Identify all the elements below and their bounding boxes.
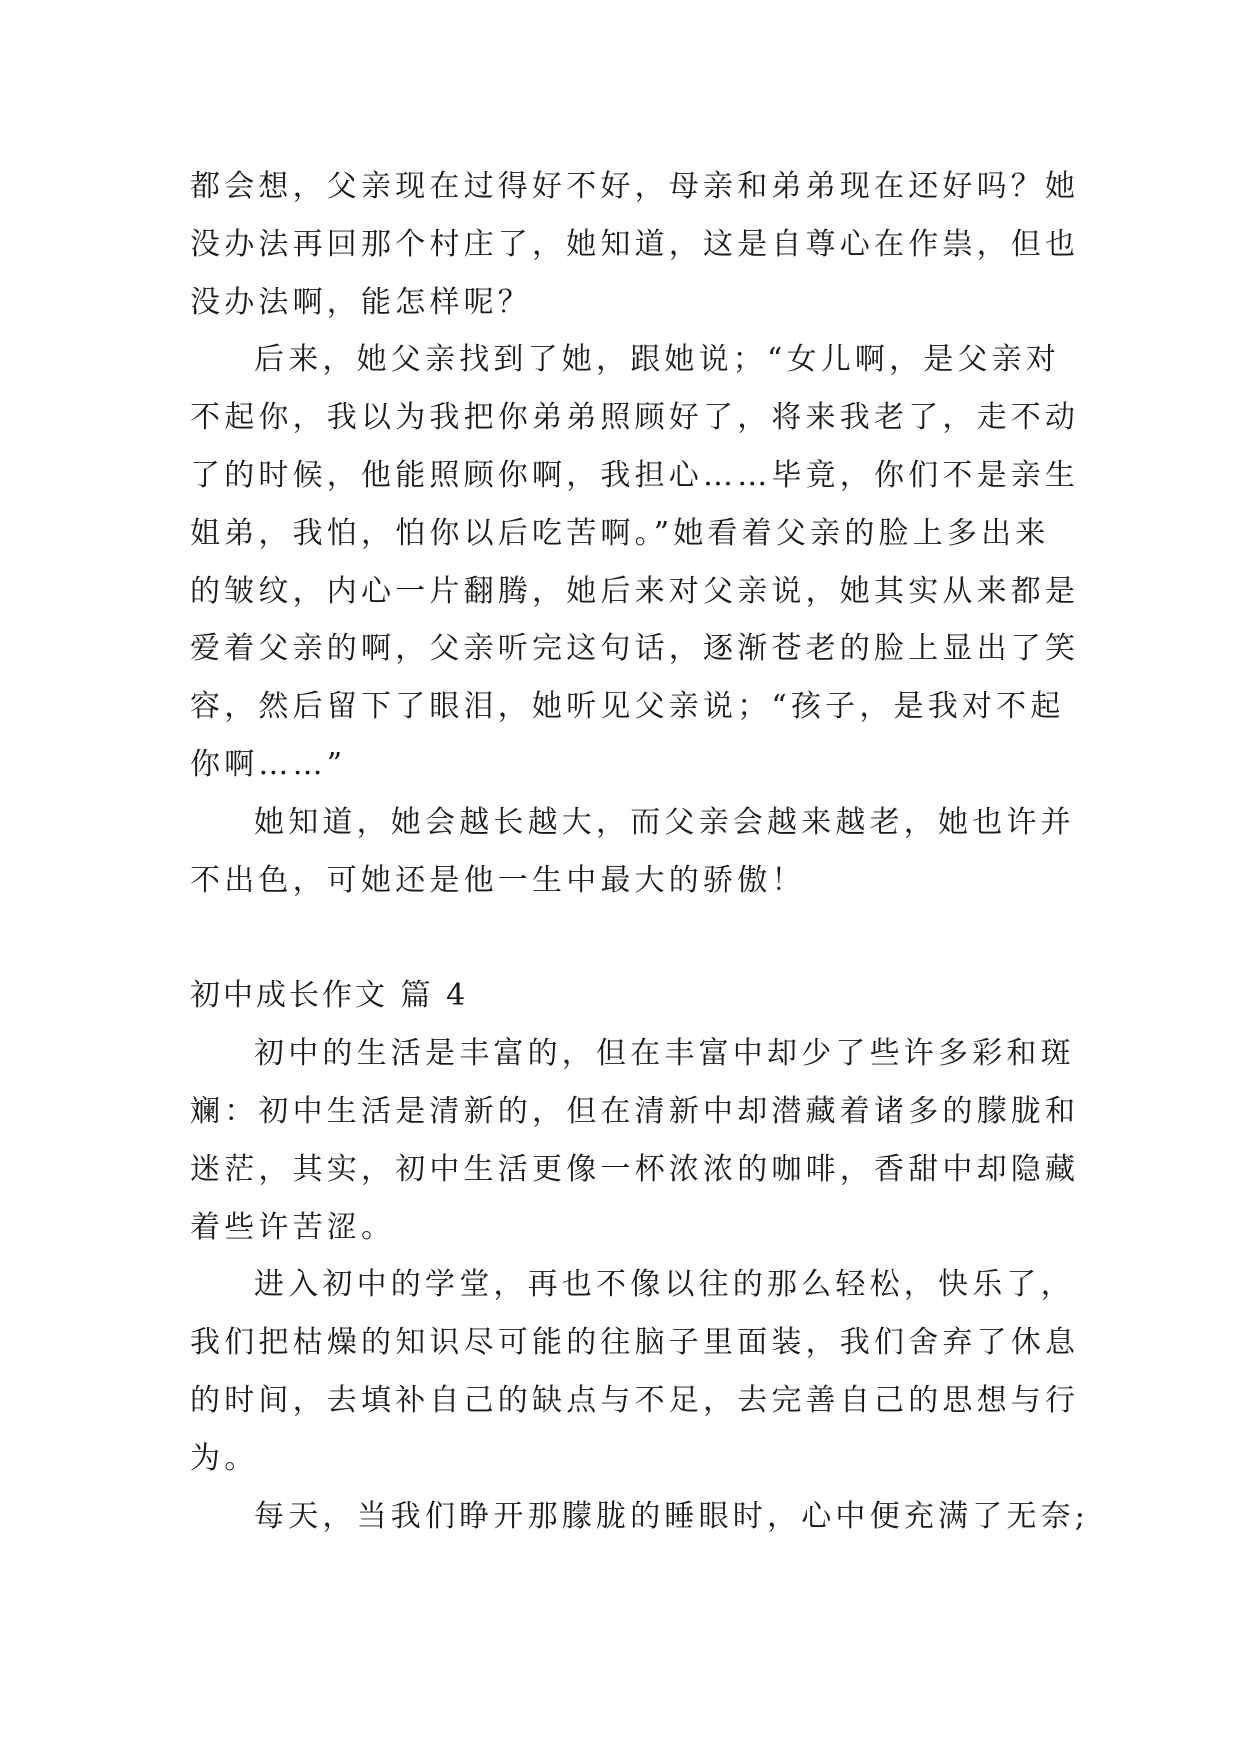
text-line: 姐弟，我怕，怕你以后吃苦啊。”她看着父亲的脸上多出来: [190, 515, 1050, 551]
text-line: 后来，她父亲找到了她，跟她说；“女儿啊，是父亲对: [254, 342, 1061, 378]
text-line: 都会想，父亲现在过得好不好，母亲和弟弟现在还好吗？她: [190, 169, 1080, 204]
text-line: 斓：初中生活是清新的，但在清新中却潜藏着诸多的朦胧和: [190, 1093, 1080, 1129]
text-line: 你啊……”: [190, 746, 347, 782]
text-line: 的皱纹，内心一片翻腾，她后来对父亲说，她其实从来都是: [190, 573, 1080, 609]
text-line: 进入初中的学堂，再也不像以往的那么轻松，快乐了，: [254, 1267, 1075, 1303]
text-line: 不起你，我以为我把你弟弟照顾好了，将来我老了，走不动: [190, 400, 1080, 436]
text-line: 着些许苦涩。: [190, 1209, 396, 1245]
text-line: 不出色，可她还是他一生中最大的骄傲！: [190, 862, 806, 898]
text-line: 初中的生活是丰富的，但在丰富中却少了些许多彩和斑: [254, 1036, 1075, 1072]
text-line: 没办法再回那个村庄了，她知道，这是自尊心在作祟，但也: [190, 226, 1080, 262]
text-line: 我们把枯燥的知识尽可能的往脑子里面装，我们舍弃了休息: [190, 1325, 1080, 1361]
text-line: 为。: [190, 1440, 259, 1476]
section-heading: 初中成长作文 篇 4: [190, 978, 469, 1014]
text-line: 迷茫，其实，初中生活更像一杯浓浓的咖啡，香甜中却隐藏: [190, 1151, 1080, 1187]
text-line: 容，然后留下了眼泪，她听见父亲说；“孩子，是我对不起: [190, 689, 1065, 725]
paragraph: [190, 794, 1075, 910]
paragraph: [190, 1488, 1090, 1546]
text-line: 每天，当我们睁开那朦胧的睡眼时，心中便充满了无奈;: [254, 1498, 1090, 1534]
section-spacer: [190, 909, 1050, 967]
text-line: 了的时候，他能照顾你啊，我担心……毕竟，你们不是亲生: [190, 457, 1080, 493]
paragraph: [190, 1256, 1080, 1487]
text-line: 爱着父亲的啊，父亲听完这句话，逐渐苍老的脸上显出了笑: [190, 631, 1080, 667]
paragraph: [190, 331, 1080, 793]
paragraph: [190, 158, 1080, 331]
text-line: 的时间，去填补自己的缺点与不足，去完善自己的思想与行: [190, 1382, 1080, 1418]
text-line: 没办法啊，能怎样呢？: [190, 284, 532, 320]
text-line: 她知道，她会越长越大，而父亲会越来越老，她也许并: [254, 804, 1075, 840]
paragraph: [190, 1025, 1080, 1256]
document-page: [190, 158, 1090, 1545]
